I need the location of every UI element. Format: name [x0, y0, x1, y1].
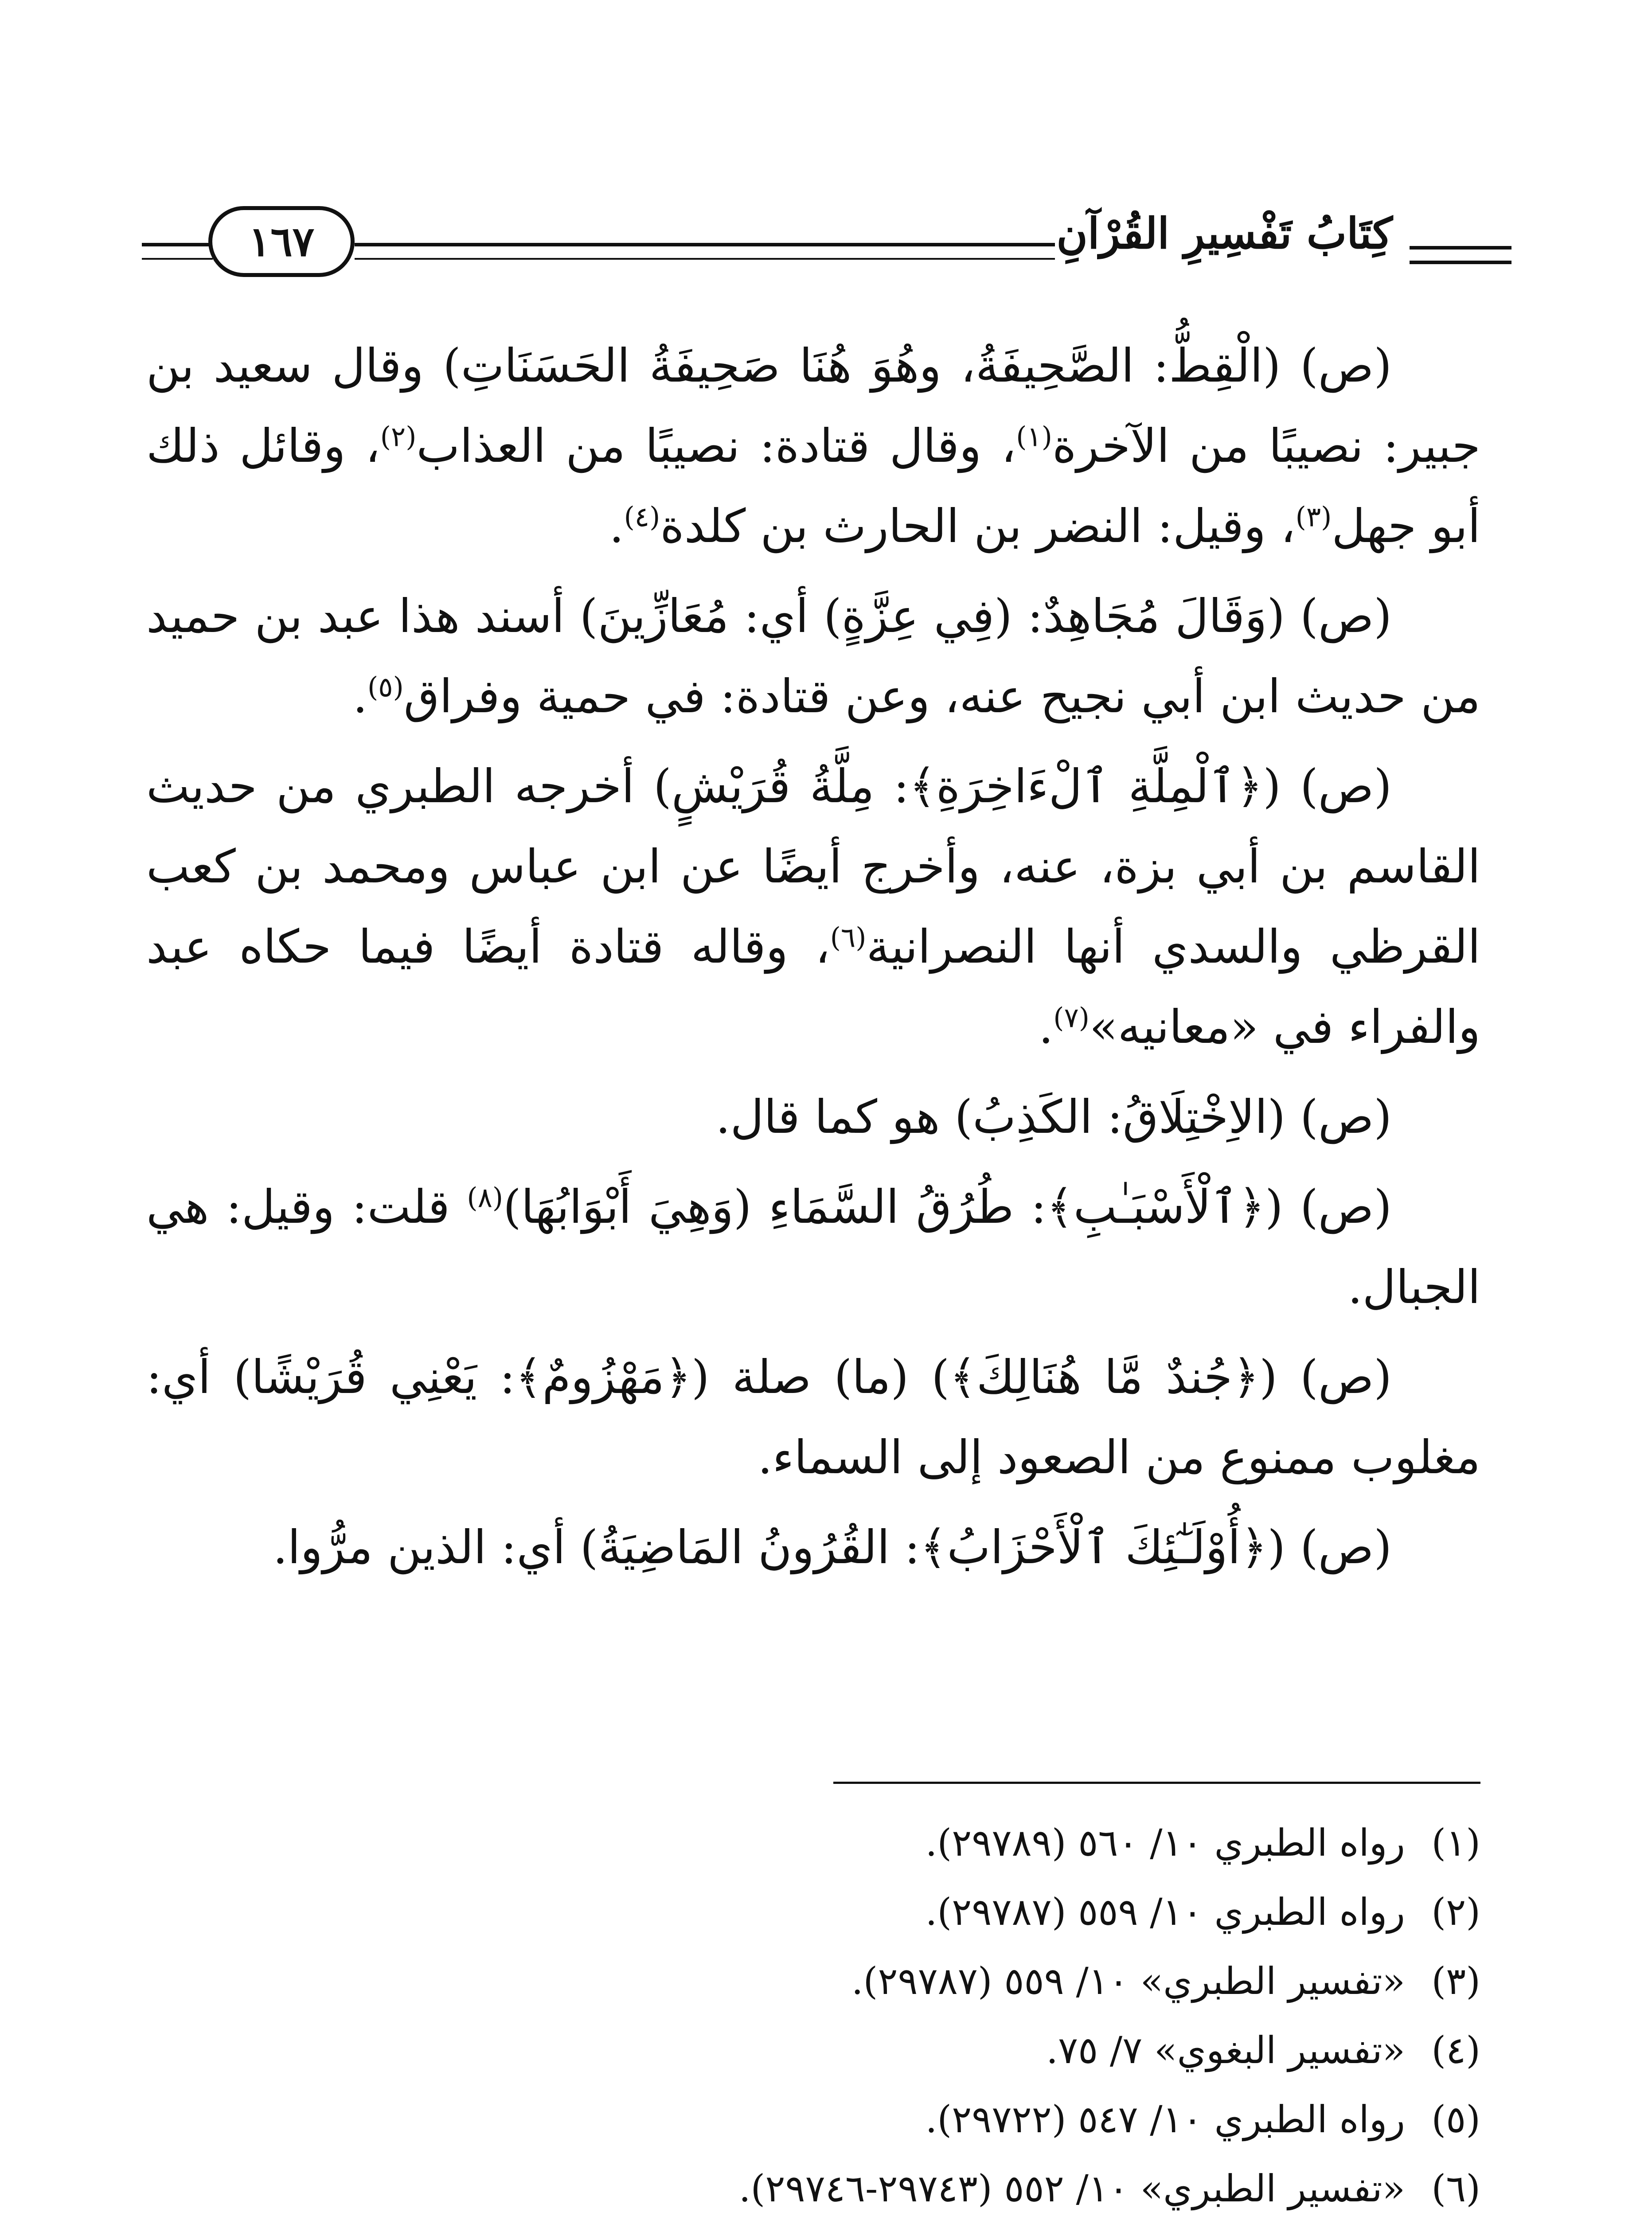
footnote-marker: (٨): [467, 1181, 504, 1214]
paragraph-text: (ص) (﴿ٱلْمِلَّةِ ٱلْءَاخِرَةِ﴾: مِلَّةُ قُرَيْشٍ) أخرجه الطبري من حديث القاسم بن أبي بزة، عنه، وأخرج أيضًا عن ابن عباس ومحمد بن كعب القرظي والسدي أنها النصرانية: [146, 759, 1480, 974]
page-header: [0, 0, 1652, 310]
paragraph-text: (ص) (وَقَالَ مُجَاهِدٌ: (فِي عِزَّةٍ) أي: مُعَازِّينَ) أسند هذا عبد بن حميد من حديث ابن أبي نجيح عنه، وعن قتادة: في حمية وفراق: [146, 589, 1480, 723]
footnote-marker: (٥): [367, 671, 404, 703]
paragraph: [146, 326, 1480, 566]
paragraph-text: ، وقائل ذلك أبو جهل: [146, 419, 1480, 553]
header-rule-left: [142, 243, 213, 246]
footnote-text: رواه الطبري ١٠/ ٥٤٧ (٢٩٧٢٢).: [925, 2098, 1405, 2141]
header-rule-middle: [355, 243, 1055, 246]
footnote-text: «تفسير الطبري» ١٠/ ٥٥٩ (٢٩٧٨٧).: [851, 1959, 1405, 2003]
paragraph: [146, 1077, 1480, 1157]
header-rule-right-bottom: [1410, 261, 1511, 264]
footnote-marker: (٢): [380, 420, 417, 453]
paragraph: [146, 576, 1480, 737]
paragraph-text: ، وقال قتادة: نصيبًا من العذاب: [416, 419, 1016, 473]
footnote: [146, 2085, 1480, 2154]
paragraph-text: .: [609, 499, 624, 553]
footnote: [146, 1947, 1480, 2016]
header-rule-middle-thin: [355, 258, 1055, 260]
paragraph-text: ، وقيل: النضر بن الحارث بن كلدة: [660, 499, 1296, 553]
paragraph-text: .: [352, 669, 368, 723]
running-book-title: كِتَابُ تَفْسِيرِ القُرْآنِ: [1056, 208, 1393, 258]
footnote: [146, 1808, 1480, 1877]
paragraph-text: (ص) (الاِخْتِلَاقُ: الكَذِبُ) هو كما قال.: [715, 1090, 1392, 1144]
footnote-marker: (٧): [1053, 1001, 1090, 1034]
paragraph-text: (ص) (﴿ٱلْأَسْبَـٰبِ﴾: طُرُقُ السَّمَاءِ (وَهِيَ أَبْوَابُهَا): [503, 1180, 1392, 1234]
footnote-number: (٥): [1431, 2098, 1480, 2141]
footnote-marker: (٣): [1295, 500, 1332, 533]
footnote-text: رواه الطبري ١٠/ ٥٥٩ (٢٩٧٨٧).: [925, 1890, 1405, 1934]
footnote-number: (١): [1431, 1821, 1480, 1865]
footnote-text: «تفسير الطبري» ١٠/ ٥٥٢ (٢٩٧٤٣-٢٩٧٤٦).: [738, 2167, 1405, 2210]
footnote-number: (٣): [1431, 1959, 1480, 2003]
footnote-divider: [833, 1782, 1480, 1784]
footnote-marker: (١): [1016, 420, 1052, 453]
paragraph-text: .: [1039, 1000, 1054, 1054]
footnote-text: «تفسير البغوي» ٧/ ٧٥.: [1046, 2029, 1405, 2072]
page-number-badge: ١٦٧: [208, 206, 355, 277]
footnote: [146, 2154, 1480, 2216]
paragraph: [146, 1337, 1480, 1498]
paragraph-text: (ص) (﴿جُندٌ مَّا هُنَالِكَ﴾) (ما) صلة (﴿مَهْزُومٌ﴾: يَعْنِي قُرَيْشًا) أي: مغلوب ممنوع من الصعود إلى السماء.: [146, 1350, 1480, 1484]
main-text: [146, 326, 1480, 1597]
footnote-marker: (٦): [830, 921, 867, 954]
paragraph: [146, 1167, 1480, 1327]
footnote-number: (٢): [1431, 1890, 1480, 1934]
footnote-number: (٦): [1431, 2167, 1480, 2210]
paragraph-text: ، وقاله قتادة أيضًا فيما حكاه عبد والفراء في «معانيه»: [146, 920, 1480, 1054]
paragraph-text: (ص) (﴿أُوْلَـٰٓئِكَ ٱلْأَحْزَابُ﴾: القُرُونُ المَاضِيَةُ) أي: الذين مرُّوا.: [273, 1520, 1392, 1574]
header-rule-left-thin: [142, 258, 213, 260]
footnote: [146, 1877, 1480, 1947]
footnote-marker: (٤): [624, 500, 660, 533]
footnotes-list: [146, 1808, 1480, 2216]
paragraph-text: قلت: وقيل: هي الجبال.: [146, 1180, 1480, 1314]
footnote-text: رواه الطبري ١٠/ ٥٦٠ (٢٩٧٨٩).: [925, 1821, 1405, 1865]
paragraph: [146, 746, 1480, 1067]
footnote-number: (٤): [1431, 2029, 1480, 2072]
footnote: [146, 2016, 1480, 2085]
header-rule-right-top: [1410, 246, 1511, 250]
paragraph: [146, 1507, 1480, 1588]
paragraph-text: (ص) (الْقِطُّ: الصَّحِيفَةُ، وهُوَ هُنَا صَحِيفَةُ الحَسَنَاتِ) وقال سعيد بن جبير: نصيبًا من الآخرة: [146, 339, 1481, 473]
